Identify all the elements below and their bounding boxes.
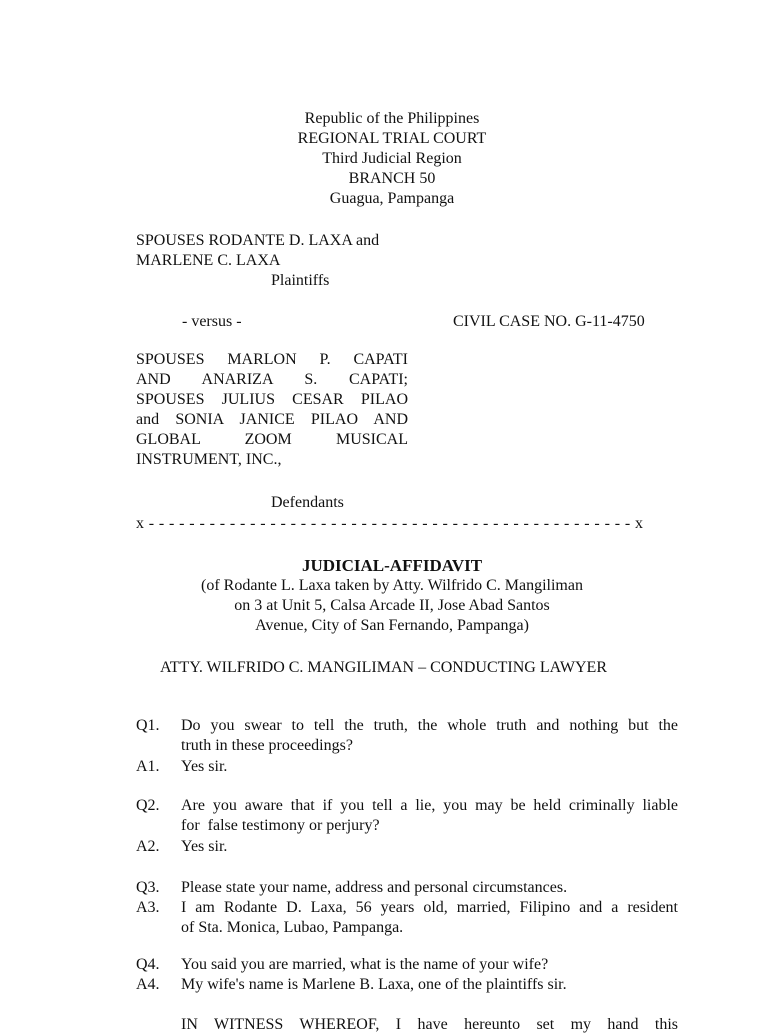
question-text <box>181 716 678 756</box>
case-number: CIVIL CASE NO. G-11-4750 <box>453 313 645 330</box>
plaintiffs-block <box>136 231 408 291</box>
court-header-branch: BRANCH 50 <box>348 170 436 187</box>
affidavit-subtitle-1: (of Rodante L. Laxa taken by Atty. Wilfrido C. Mangiliman <box>201 577 583 594</box>
question-line-1: Are you aware that if you tell a lie, you may be held criminally liable <box>181 797 678 814</box>
answer-text: Yes sir. <box>181 838 228 855</box>
answer-label: A1. <box>136 758 160 775</box>
question-label: Q3. <box>136 879 160 896</box>
question-line-2: truth in these proceedings? <box>181 737 353 754</box>
witness-clause-cut-off <box>181 1015 678 1033</box>
affidavit-subtitle-3: Avenue, City of San Fernando, Pampanga) <box>255 617 529 634</box>
defendants-line-2: AND ANARIZA S. CAPATI; <box>136 371 408 388</box>
court-header-region: Third Judicial Region <box>322 150 462 167</box>
affidavit-subtitle-2: on 3 at Unit 5, Calsa Arcade II, Jose Abad Santos <box>234 597 550 614</box>
defendants-line-6: INSTRUMENT, INC., <box>136 451 282 468</box>
answer-label: A3. <box>136 899 160 916</box>
answer-text <box>181 898 678 938</box>
question-label: Q1. <box>136 717 160 734</box>
answer-text: My wife's name is Marlene B. Laxa, one of the plaintiffs sir. <box>181 976 567 993</box>
question-line-1: Do you swear to tell the truth, the whole truth and nothing but the <box>181 717 678 734</box>
question-text: You said you are married, what is the name of your wife? <box>181 956 549 973</box>
answer-text: Yes sir. <box>181 758 228 775</box>
plaintiffs-line-1: SPOUSES RODANTE D. LAXA and <box>136 232 380 249</box>
witness-clause-text: IN WITNESS WHEREOF, I have hereunto set my hand this <box>181 1016 678 1033</box>
defendants-line-3: SPOUSES JULIUS CESAR PILAO <box>136 391 408 408</box>
conducting-lawyer: ATTY. WILFRIDO C. MANGILIMAN – CONDUCTING LAWYER <box>160 659 607 676</box>
answer-line-1: I am Rodante D. Laxa, 56 years old, married, Filipino and a resident <box>181 899 678 916</box>
plaintiffs-line-2: MARLENE C. LAXA <box>136 252 281 269</box>
affidavit-title-block <box>0 556 784 636</box>
question-line-2: for false testimony or perjury? <box>181 817 380 834</box>
court-header <box>0 109 784 209</box>
affidavit-title: JUDICIAL-AFFIDAVIT <box>301 556 483 575</box>
question-text <box>181 796 678 836</box>
answer-label: A4. <box>136 976 160 993</box>
defendants-role: Defendants <box>271 494 344 511</box>
answer-label: A2. <box>136 838 160 855</box>
plaintiffs-role: Plaintiffs <box>271 272 330 289</box>
answer-line-2: of Sta. Monica, Lubao, Pampanga. <box>181 919 404 936</box>
question-text: Please state your name, address and personal circumstances. <box>181 879 568 896</box>
question-label: Q4. <box>136 956 160 973</box>
defendants-line-1: SPOUSES MARLON P. CAPATI <box>136 351 408 368</box>
court-header-location: Guagua, Pampanga <box>329 190 455 207</box>
caption-separator: x - - - - - - - - - - - - - - - - - - - - - - - - - - - - - - - - - - - - - - - - - - - - - - - - x <box>136 515 644 532</box>
versus-label: - versus - <box>182 313 242 330</box>
court-header-republic: Republic of the Philippines <box>304 110 480 127</box>
court-header-court: REGIONAL TRIAL COURT <box>297 130 487 147</box>
defendants-block <box>136 350 408 470</box>
question-label: Q2. <box>136 797 160 814</box>
defendants-line-5: GLOBAL ZOOM MUSICAL <box>136 431 408 448</box>
defendants-line-4: and SONIA JANICE PILAO AND <box>136 411 408 428</box>
